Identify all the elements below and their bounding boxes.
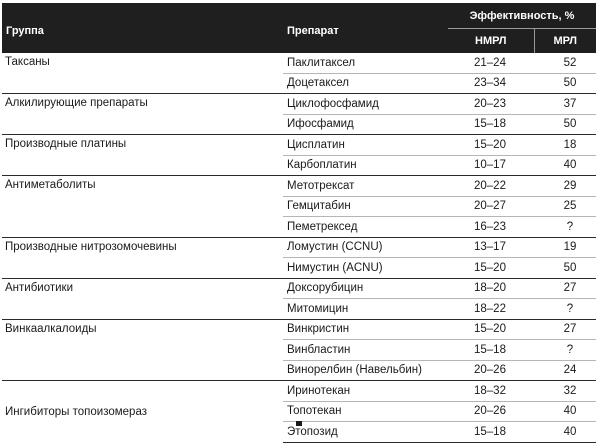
group-column-header: Группа <box>2 3 283 53</box>
table-row <box>2 94 596 115</box>
group-name: Производные платины <box>2 135 283 176</box>
table-row <box>2 381 596 402</box>
mrl-efficacy: 40 <box>534 422 596 443</box>
nmrl-efficacy: 18–20 <box>448 278 534 299</box>
drug-column-header: Препарат <box>283 3 448 53</box>
group-name: Винкаалкалоиды <box>2 319 283 381</box>
mrl-efficacy: 40 <box>534 401 596 422</box>
nmrl-efficacy: 18–32 <box>448 381 534 402</box>
drug-name: Винкристин <box>283 319 448 340</box>
drug-name: Метотрексат <box>283 176 448 197</box>
nmrl-efficacy: 16–23 <box>448 217 534 238</box>
table-body <box>2 53 596 442</box>
chemotherapy-efficacy-table <box>2 3 596 443</box>
nmrl-efficacy: 13–17 <box>448 237 534 258</box>
group-name: Производные нитрозомочевины <box>2 237 283 278</box>
mrl-efficacy: 32 <box>534 381 596 402</box>
group-name: Антиметаболиты <box>2 176 283 238</box>
drug-name: Гемцитабин <box>283 196 448 217</box>
table-row <box>2 319 596 340</box>
nmrl-efficacy: 15–18 <box>448 422 534 443</box>
nmrl-efficacy: 20–23 <box>448 94 534 115</box>
mrl-efficacy: ? <box>534 217 596 238</box>
mrl-efficacy: 29 <box>534 176 596 197</box>
nmrl-efficacy: 18–22 <box>448 299 534 320</box>
nmrl-efficacy: 20–26 <box>448 401 534 422</box>
mrl-efficacy: 19 <box>534 237 596 258</box>
mrl-efficacy: 40 <box>534 155 596 176</box>
nmrl-efficacy: 20–27 <box>448 196 534 217</box>
drug-name: Цисплатин <box>283 135 448 156</box>
drug-name: Паклитаксел <box>287 56 356 69</box>
table-header <box>2 3 596 53</box>
drug-name: Топотекан <box>283 401 448 422</box>
drug-name: Карбоплатин <box>283 155 448 176</box>
table-row <box>2 278 596 299</box>
nmrl-column-header: НМРЛ <box>448 29 534 54</box>
nmrl-efficacy: 15–18 <box>448 340 534 361</box>
page-edge-mark <box>296 421 302 426</box>
mrl-efficacy: ? <box>534 299 596 320</box>
mrl-column-header: МРЛ <box>534 29 596 54</box>
drug-name: Нимустин (ACNU) <box>283 258 448 279</box>
nmrl-efficacy: 15–20 <box>448 135 534 156</box>
table-row <box>2 176 596 197</box>
drug-name: Винорелбин (Навельбин) <box>283 360 448 381</box>
drug-name: Винбластин <box>283 340 448 361</box>
efficacy-column-header: Эффективность, % <box>448 3 596 29</box>
header-row-top <box>2 3 596 29</box>
nmrl-efficacy: 20–26 <box>448 360 534 381</box>
mrl-efficacy: 50 <box>534 114 596 135</box>
nmrl-efficacy: 23–34 <box>448 73 534 94</box>
drug-name: Этопозид <box>283 422 448 443</box>
drug-name: Иринотекан <box>283 381 448 402</box>
mrl-efficacy: 50 <box>534 73 596 94</box>
drug-name: Митомицин <box>283 299 448 320</box>
drug-name: Пеметрексед <box>283 217 448 238</box>
nmrl-efficacy: 15–20 <box>448 258 534 279</box>
drug-name: Циклофосфамид <box>283 94 448 115</box>
mrl-efficacy: 50 <box>534 258 596 279</box>
group-name: Таксаны <box>5 56 50 68</box>
mrl-efficacy: ? <box>534 340 596 361</box>
mrl-efficacy: 25 <box>534 196 596 217</box>
mrl-efficacy: 24 <box>534 360 596 381</box>
nmrl-efficacy: 15–18 <box>448 114 534 135</box>
drug-name: Доцетаксел <box>283 73 448 94</box>
table-row <box>2 135 596 156</box>
mrl-efficacy: 27 <box>534 278 596 299</box>
mrl-efficacy: 37 <box>534 94 596 115</box>
nmrl-efficacy: 20–22 <box>448 176 534 197</box>
mrl-efficacy: 27 <box>534 319 596 340</box>
group-name: Алкилирующие препараты <box>2 94 283 135</box>
nmrl-efficacy: 21–24 <box>474 56 506 69</box>
drug-name: Ломустин (CCNU) <box>283 237 448 258</box>
drug-name: Доксорубицин <box>283 278 448 299</box>
group-name: Ингибиторы топоизомераз <box>2 381 283 443</box>
nmrl-efficacy: 15–20 <box>448 319 534 340</box>
group-name: Антибиотики <box>2 278 283 319</box>
table-row <box>2 53 596 73</box>
table-row <box>2 237 596 258</box>
mrl-efficacy: 52 <box>563 56 577 69</box>
drug-name: Ифосфамид <box>283 114 448 135</box>
mrl-efficacy: 18 <box>534 135 596 156</box>
nmrl-efficacy: 10–17 <box>448 155 534 176</box>
